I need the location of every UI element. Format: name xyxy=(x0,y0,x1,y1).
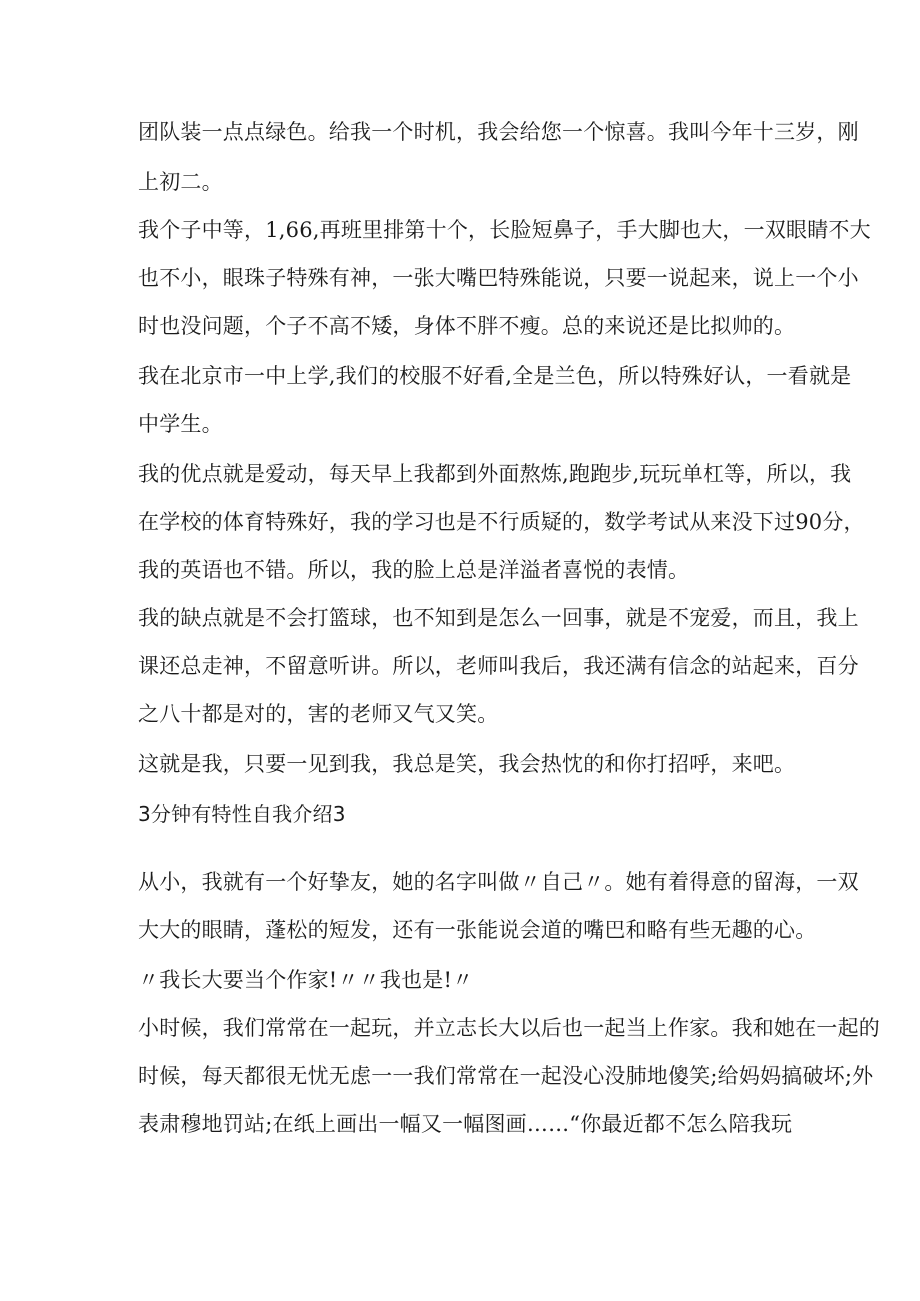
text-line: 时也没问题，个子不高不矮，身体不胖不瘦。总的来说还是比拟帅的。 xyxy=(138,314,796,338)
text-line: 〃我长大要当个作家!〃〃我也是!〃 xyxy=(138,968,474,992)
text-line: 小时候，我们常常在一起玩，并立志长大以后也一起当上作家。我和她在一起的 xyxy=(138,1016,880,1040)
text-line: 我的英语也不错。所以，我的脸上总是洋溢者喜悦的表情。 xyxy=(138,558,690,582)
text-line: 时候，每天都很无忧无虑一一我们常常在一起没心没肺地傻笑;给妈妈搞破坏;外 xyxy=(138,1064,874,1088)
text-line: 我在北京市一中上学,我们的校服不好看,全是兰色，所以特殊好认，一看就是 xyxy=(138,364,852,388)
text-line: 表肃穆地罚站;在纸上画出一幅又一幅图画……“你最近都不怎么陪我玩 xyxy=(138,1112,793,1136)
text-line: 中学生。 xyxy=(138,412,223,436)
text-line: 在学校的体育特殊好，我的学习也是不行质疑的，数学考试从来没下过90分， xyxy=(138,510,865,534)
text-line: 上初二。 xyxy=(138,170,223,194)
text-line: 这就是我，只要一见到我，我总是笑，我会热忱的和你打招呼，来吧。 xyxy=(138,752,796,776)
text-line: 我个子中等，1,66,再班里排第十个，长脸短鼻子，手大脚也大，一双眼睛不大 xyxy=(138,218,871,242)
text-line: 我的缺点就是不会打篮球，也不知到是怎么一回事，就是不宠爱，而且，我上 xyxy=(138,606,859,630)
text-line: 团队装一点点绿色。给我一个时机，我会给您一个惊喜。我叫今年十三岁，刚 xyxy=(138,120,859,144)
section-heading: 3分钟有特性自我介绍3 xyxy=(138,802,346,826)
text-line: 课还总走神，不留意听讲。所以，老师叫我后，我还满有信念的站起来，百分 xyxy=(138,654,859,678)
text-line: 从小，我就有一个好挚友，她的名字叫做〃自己〃。她有着得意的留海，一双 xyxy=(138,870,859,894)
text-line: 之八十都是对的，害的老师又气又笑。 xyxy=(138,702,499,726)
text-line: 也不小，眼珠子特殊有神，一张大嘴巴特殊能说，只要一说起来，说上一个小 xyxy=(138,266,859,290)
text-line: 大大的眼睛，蓬松的短发，还有一张能说会道的嘴巴和略有些无趣的心。 xyxy=(138,918,817,942)
text-line: 我的优点就是爱动，每天早上我都到外面熬炼,跑跑步,玩玩单杠等，所以，我 xyxy=(138,462,852,486)
